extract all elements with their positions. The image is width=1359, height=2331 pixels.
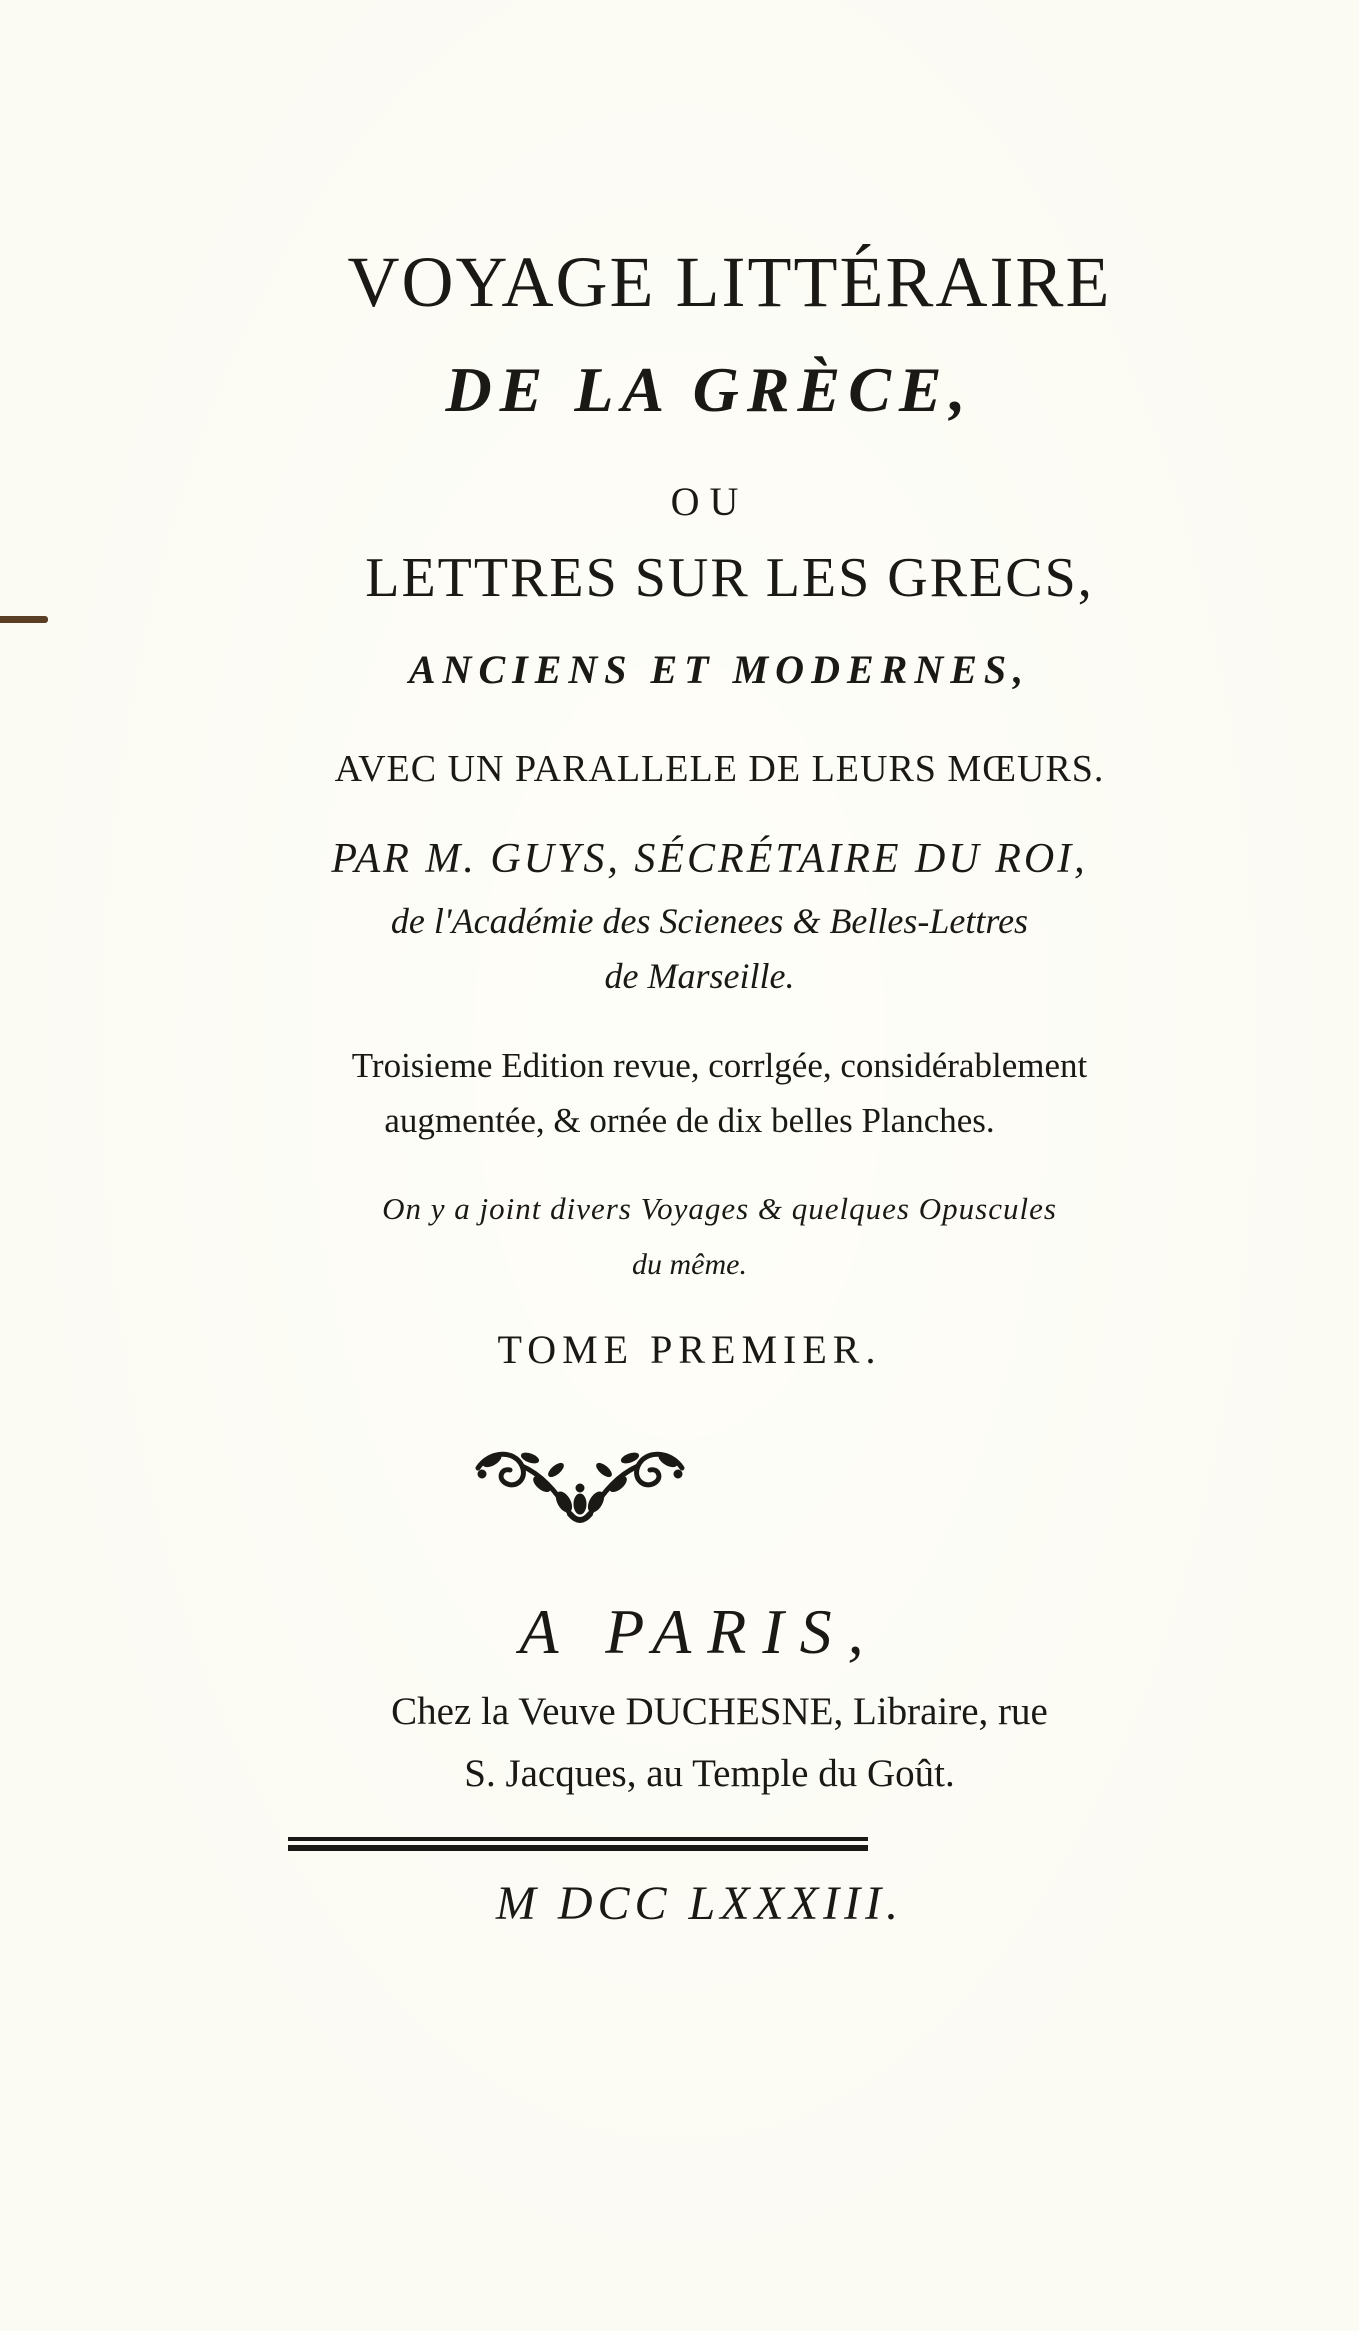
author-affiliation: de l'Académie des Scienees & Belles-Lettres: [390, 901, 1029, 941]
imprint-place: A PARIS,: [519, 1596, 880, 1667]
alternate-title: LETTRES SUR LES GRECS,: [365, 547, 1094, 609]
subtitle: AVEC UN PARALLELE DE LEURS MŒURS.: [334, 748, 1105, 790]
author-city: de Marseille.: [604, 956, 795, 996]
volume-label: TOME PREMIER.: [497, 1327, 882, 1372]
title-connector: OU: [670, 479, 749, 524]
binding-thread-mark: [0, 616, 48, 623]
edition-statement-line-2: augmentée, & ornée de dix belles Planches.: [384, 1101, 995, 1140]
alternate-title-sub: ANCIENS ET MODERNES,: [408, 647, 1031, 692]
floral-fleuron-icon: [470, 1440, 690, 1530]
main-title-subject: DE LA GRÈCE,: [445, 354, 974, 425]
double-rule: [288, 1836, 868, 1852]
main-title: VOYAGE LITTÉRAIRE: [347, 242, 1112, 322]
author-line: PAR M. GUYS, SÉCRÉTAIRE DU ROI,: [331, 836, 1088, 882]
edition-statement-line-1: Troisieme Edition revue, corrlgée, considérablement: [351, 1046, 1088, 1085]
supplement-note-line-1: On y a joint divers Voyages & quelques Opuscules: [382, 1191, 1057, 1226]
publisher-line-2: S. Jacques, au Temple du Goût.: [464, 1752, 955, 1795]
supplement-note-line-2: du même.: [632, 1248, 747, 1281]
publication-date: M DCC LXXXIII.: [495, 1877, 904, 1930]
publisher-line-1: Chez la Veuve DUCHESNE, Libraire, rue: [391, 1690, 1048, 1733]
